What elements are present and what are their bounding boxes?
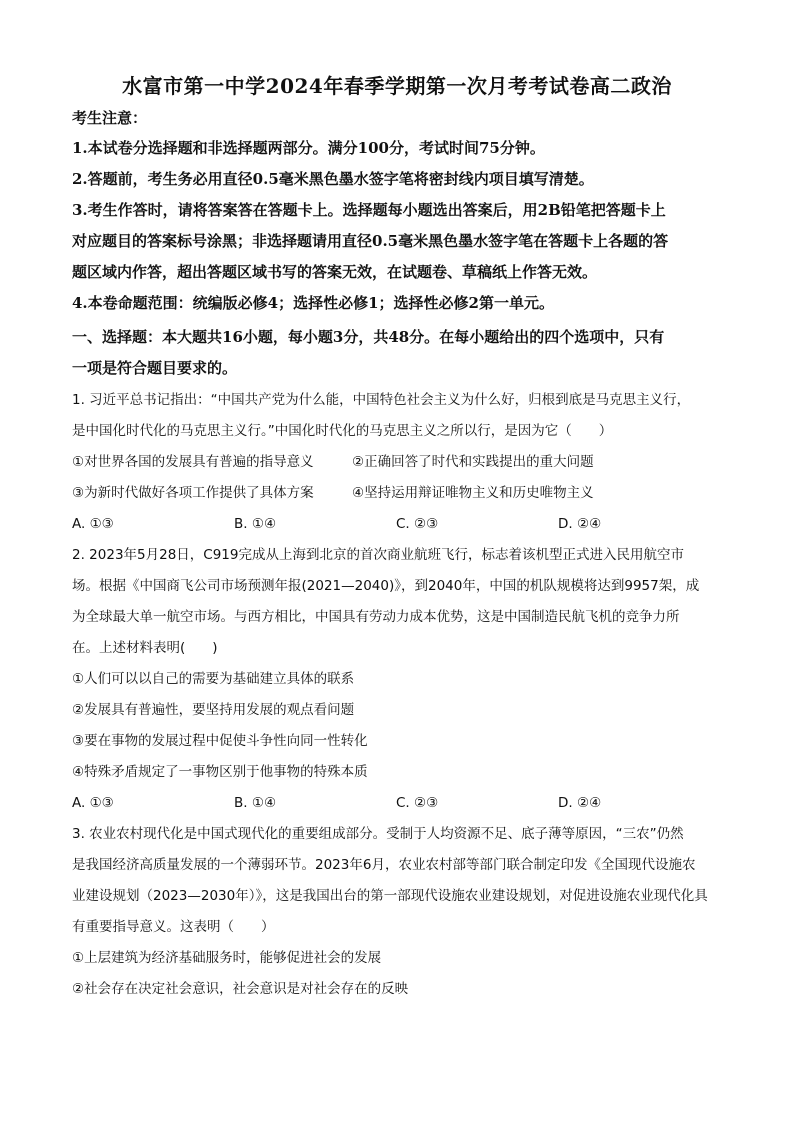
statement: ②发展具有普遍性，要坚持用发展的观点看问题 (72, 702, 355, 718)
question-stem-line: 2. 2023年5月28日，C919完成从上海到北京的首次商业航班飞行，标志着该机型正式进入民用航空市 (72, 547, 684, 563)
notice-item: 对应题目的答案标号涂黑；非选择题请用直径0.5毫米黑色墨水签字笔在答题卡上各题的答 (72, 232, 669, 250)
statement-4: ④坚持运用辩证唯物主义和历史唯物主义 (352, 485, 594, 501)
question-stem-line: 是中国化时代化的马克思主义行。”中国化时代化的马克思主义之所以行，是因为它（ ） (72, 423, 613, 439)
section-heading-line: 一项是符合题目要求的。 (72, 359, 238, 377)
question-stem-line: 1. 习近平总书记指出：“中国共产党为什么能，中国特色社会主义为什么好，归根到底是马克思主义行， (72, 392, 691, 408)
option-b: B. ①④ (234, 795, 277, 811)
section-heading (72, 322, 732, 384)
statement: ①人们可以以自己的需要为基础建立具体的联系 (72, 671, 355, 687)
option-b: B. ①④ (234, 516, 277, 532)
statement: ④特殊矛盾规定了一事物区别于他事物的特殊本质 (72, 764, 368, 780)
statement-1: ①对世界各国的发展具有普遍的指导意义 (72, 454, 314, 470)
notice-item: 3.考生作答时，请将答案答在答题卡上。选择题每小题选出答案后，用2B铅笔把答题卡上 (72, 201, 666, 219)
statement-3: ③为新时代做好各项工作提供了具体方案 (72, 485, 314, 501)
question-stem-line: 为全球最大单一航空市场。与西方相比，中国具有劳动力成本优势，这是中国制造民航飞机的竞争力所 (72, 609, 680, 625)
question-stem-line: 业建设规划（2023—2030年）》，这是我国出台的第一部现代设施农业建设规划，对促进设施农业现代化具 (72, 888, 708, 904)
answer-options (72, 509, 732, 540)
statement: ②社会存在决定社会意识，社会意识是对社会存在的反映 (72, 981, 409, 997)
answer-options (72, 788, 732, 819)
question-2 (72, 540, 732, 819)
section-heading-line: 一、选择题：本大题共16小题，每小题3分，共48分。在每小题给出的四个选项中，只有 (72, 328, 665, 346)
notice-label: 考生注意： (72, 109, 148, 127)
notice-item: 题区域内作答，超出答题区域书写的答案无效，在试题卷、草稿纸上作答无效。 (72, 263, 598, 281)
notice-item: 1.本试卷分选择题和非选择题两部分。满分100分，考试时间75分钟。 (72, 139, 545, 157)
statement: ③要在事物的发展过程中促使斗争性向同一性转化 (72, 733, 368, 749)
option-c: C. ②③ (396, 516, 439, 532)
statement-row (72, 447, 732, 478)
question-stem-line: 是我国经济高质量发展的一个薄弱环节。2023年6月，农业农村部等部门联合制定印发《全国现代设施农 (72, 857, 696, 873)
question-stem-line: 在。上述材料表明( ) (72, 640, 218, 656)
notice-item: 4.本卷命题范围：统编版必修4；选择性必修1；选择性必修2第一单元。 (72, 294, 554, 312)
question-stem-line: 有重要指导意义。这表明（ ） (72, 919, 275, 935)
question-1 (72, 385, 732, 540)
option-a: A. ①③ (72, 795, 114, 811)
option-d: D. ②④ (558, 795, 602, 811)
statement-2: ②正确回答了时代和实践提出的重大问题 (352, 454, 594, 470)
option-d: D. ②④ (558, 516, 602, 532)
question-stem-line: 场。根据《中国商飞公司市场预测年报(2021—2040)》，到2040年，中国的机队规模将达到9957架，成 (72, 578, 700, 594)
question-3 (72, 819, 732, 1005)
statement-row (72, 478, 732, 509)
question-stem-line: 3. 农业农村现代化是中国式现代化的重要组成部分。受制于人均资源不足、底子薄等原因，“三农”仍然 (72, 826, 684, 842)
exam-title: 水富市第一中学2024年春季学期第一次月考考试卷高二政治 (122, 74, 672, 98)
statement: ①上层建筑为经济基础服务时，能够促进社会的发展 (72, 950, 382, 966)
notice-item: 2.答题前，考生务必用直径0.5毫米黑色墨水签字笔将密封线内项目填写清楚。 (72, 170, 594, 188)
option-c: C. ②③ (396, 795, 439, 811)
option-a: A. ①③ (72, 516, 114, 532)
exam-notice (72, 103, 732, 319)
